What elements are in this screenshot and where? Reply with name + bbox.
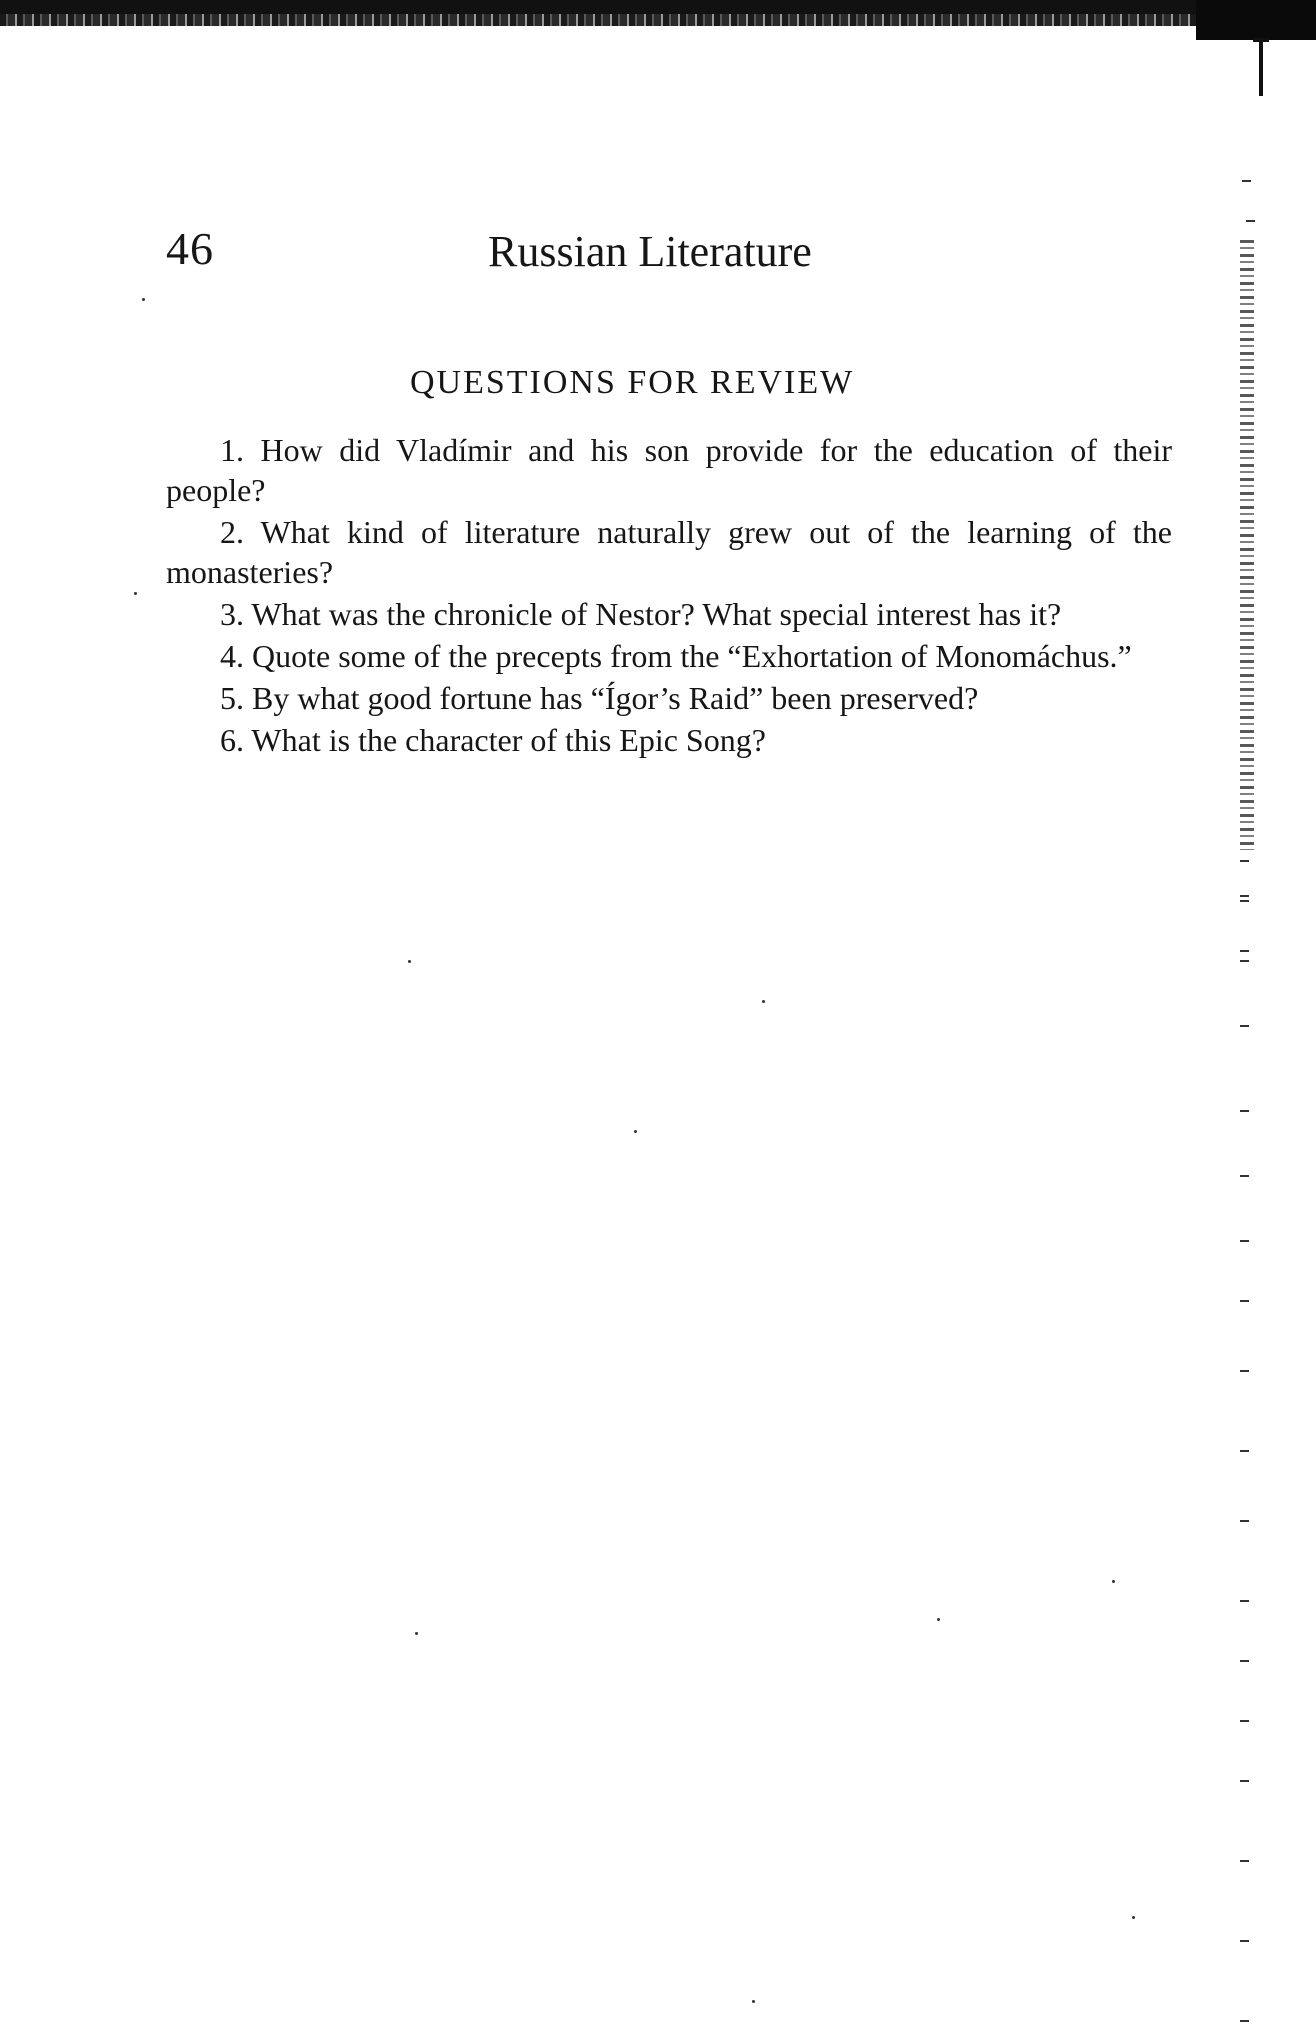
scan-edge-noise xyxy=(1240,240,1254,850)
speck xyxy=(408,960,411,963)
speck xyxy=(1112,1580,1115,1583)
speck xyxy=(762,1000,765,1003)
section-title: QUESTIONS FOR REVIEW xyxy=(410,364,855,401)
question-item: 2. What kind of literature naturally grew out of the learning of the monasteries? xyxy=(166,514,1172,590)
question-item: 4. Quote some of the precepts from the “Exhortation of Monomáchus.” xyxy=(220,638,1132,674)
speck xyxy=(1132,1916,1135,1919)
speck xyxy=(752,2000,755,2003)
speck xyxy=(142,298,145,301)
speck xyxy=(415,1632,418,1635)
question-item: 6. What is the character of this Epic Song? xyxy=(220,722,766,758)
running-head: Russian Literature xyxy=(488,227,812,276)
scan-binding-mark xyxy=(1259,38,1263,96)
scan-top-edge xyxy=(0,0,1316,26)
speck xyxy=(937,1618,940,1621)
question-item: 5. By what good fortune has “Ígor’s Raid” been preserved? xyxy=(220,680,979,716)
question-item: 3. What was the chronicle of Nestor? What special interest has it? xyxy=(220,596,1062,632)
question-item: 1. How did Vladímir and his son provide for the education of their people? xyxy=(166,432,1172,508)
question-list xyxy=(166,430,1172,762)
speck xyxy=(634,1130,637,1133)
page-number: 46 xyxy=(166,223,214,274)
scan-corner-shadow xyxy=(1196,0,1316,40)
speck xyxy=(134,592,137,595)
